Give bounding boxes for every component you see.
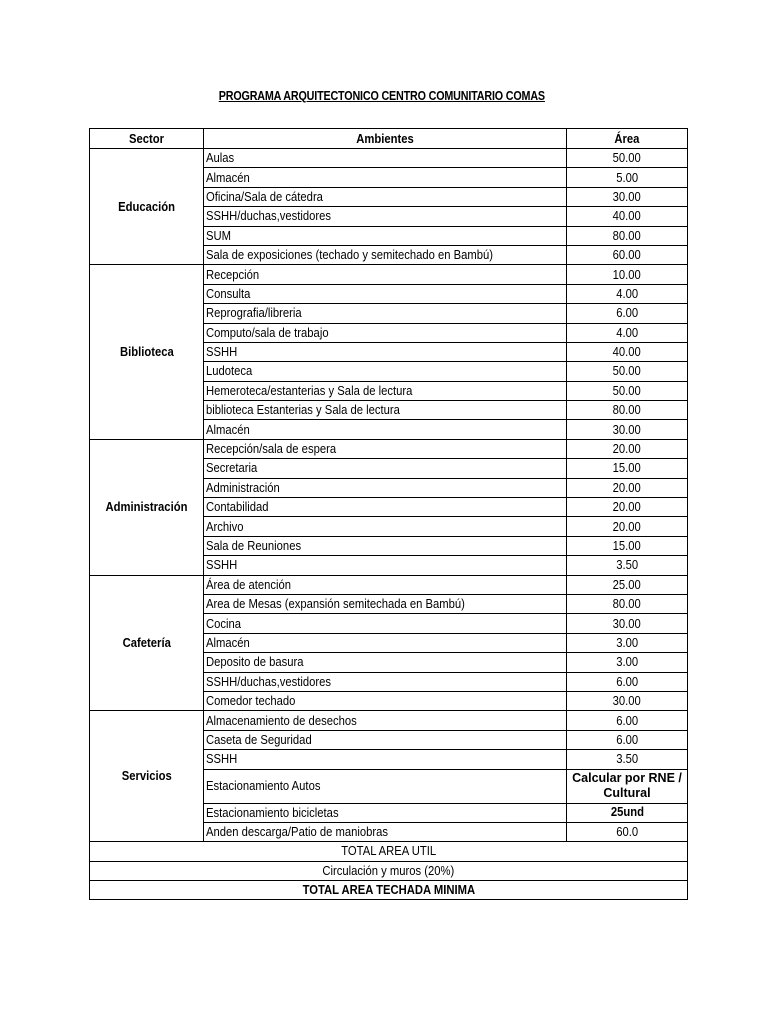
ambiente-cell: Cocina [204,614,567,633]
ambiente-cell: Computo/sala de trabajo [204,323,567,342]
total-row [90,861,688,880]
ambiente-cell: Almacén [204,420,567,439]
area-cell: 30.00 [567,420,688,439]
area-cell: 80.00 [567,401,688,420]
ambiente-cell: Almacén [204,168,567,187]
area-cell: 4.00 [567,284,688,303]
ambiente-cell: SSHH [204,750,567,769]
ambiente-cell: Estacionamiento Autos [204,769,567,803]
area-cell: 60.0 [567,822,688,841]
table-row [90,265,688,284]
area-cell: 15.00 [567,459,688,478]
area-cell: 50.00 [567,362,688,381]
area-cell: 40.00 [567,207,688,226]
area-cell: 20.00 [567,498,688,517]
area-cell: 60.00 [567,245,688,264]
area-cell: 80.00 [567,226,688,245]
ambiente-cell: Recepción/sala de espera [204,439,567,458]
ambiente-cell: Sala de Reuniones [204,536,567,555]
area-cell: 6.00 [567,304,688,323]
ambiente-cell: SSHH/duchas,vestidores [204,672,567,691]
ambiente-cell: SSHH [204,342,567,361]
area-cell: 6.00 [567,672,688,691]
total-row [90,881,688,900]
sector-cell: Cafetería [90,575,204,711]
area-cell: 3.00 [567,653,688,672]
ambiente-cell: Estacionamiento bicicletas [204,803,567,822]
page-title-text: PROGRAMA ARQUITECTONICO CENTRO COMUNITARIO COMAS [218,89,545,103]
area-cell: 3.50 [567,556,688,575]
table-row [90,575,688,594]
area-cell: 6.00 [567,730,688,749]
ambiente-cell: Deposito de basura [204,653,567,672]
ambiente-cell: SSHH [204,556,567,575]
header-area: Área [567,129,688,149]
ambiente-cell: Anden descarga/Patio de maniobras [204,822,567,841]
area-cell: 5.00 [567,168,688,187]
total-label: TOTAL AREA TECHADA MINIMA [90,881,688,900]
sector-cell: Educación [90,149,204,265]
ambiente-cell: Oficina/Sala de cátedra [204,187,567,206]
area-cell: 25.00 [567,575,688,594]
program-table [89,128,688,900]
area-cell: 30.00 [567,614,688,633]
area-cell: 25und [567,803,688,822]
table-row [90,711,688,730]
ambiente-cell: Área de atención [204,575,567,594]
ambiente-cell: SUM [204,226,567,245]
area-cell: 6.00 [567,711,688,730]
area-cell: 80.00 [567,594,688,613]
sector-cell: Servicios [90,711,204,842]
area-cell: 4.00 [567,323,688,342]
ambiente-cell: Sala de exposiciones (techado y semitechado en Bambú) [204,245,567,264]
ambiente-cell: Caseta de Seguridad [204,730,567,749]
ambiente-cell: Reprografia/libreria [204,304,567,323]
ambiente-cell: Aulas [204,149,567,168]
area-cell: 20.00 [567,517,688,536]
ambiente-cell: Recepción [204,265,567,284]
ambiente-cell: Secretaria [204,459,567,478]
ambiente-cell: Administración [204,478,567,497]
area-cell: 20.00 [567,478,688,497]
page-title [0,89,764,103]
total-label: Circulación y muros (20%) [90,861,688,880]
ambiente-cell: biblioteca Estanterias y Sala de lectura [204,401,567,420]
ambiente-cell: Almacén [204,633,567,652]
table-row [90,439,688,458]
area-cell: 20.00 [567,439,688,458]
ambiente-cell: Almacenamiento de desechos [204,711,567,730]
ambiente-cell: SSHH/duchas,vestidores [204,207,567,226]
header-ambientes: Ambientes [204,129,567,149]
table-body [90,149,688,900]
area-cell: 10.00 [567,265,688,284]
area-cell: 3.50 [567,750,688,769]
ambiente-cell: Contabilidad [204,498,567,517]
area-cell: 3.00 [567,633,688,652]
area-cell: 50.00 [567,149,688,168]
area-cell: 40.00 [567,342,688,361]
ambiente-cell: Archivo [204,517,567,536]
area-cell: 50.00 [567,381,688,400]
ambiente-cell: Area de Mesas (expansión semitechada en Bambú) [204,594,567,613]
ambiente-cell: Consulta [204,284,567,303]
ambiente-cell: Comedor techado [204,691,567,710]
ambiente-cell: Ludoteca [204,362,567,381]
sector-cell: Biblioteca [90,265,204,440]
sector-cell: Administración [90,439,204,575]
area-cell: 15.00 [567,536,688,555]
ambiente-cell: Hemeroteca/estanterias y Sala de lectura [204,381,567,400]
area-cell: Calcular por RNE / Cultural [567,769,688,803]
header-row [90,129,688,149]
area-cell: 30.00 [567,691,688,710]
header-sector: Sector [90,129,204,149]
area-cell: 30.00 [567,187,688,206]
total-row [90,842,688,861]
table-row [90,149,688,168]
total-label: TOTAL AREA UTIL [90,842,688,861]
